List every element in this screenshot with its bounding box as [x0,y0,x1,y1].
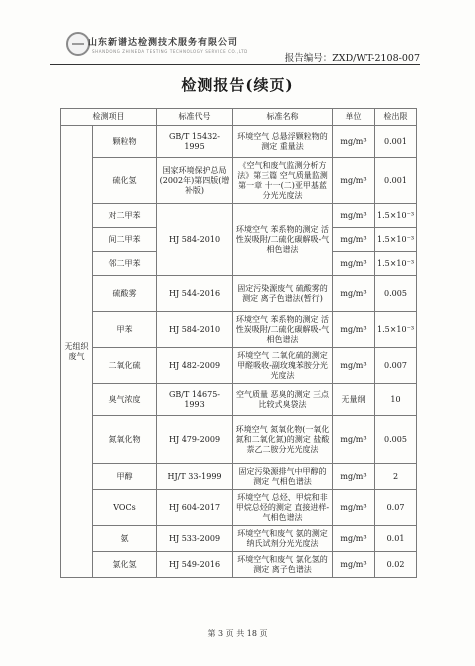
unit-cell: mg/m³ [333,276,375,312]
table-row [61,464,417,490]
table-row [61,384,417,416]
limit-cell: 2 [375,464,417,490]
limit-cell: 0.07 [375,490,417,526]
item-cell: 臭气浓度 [93,384,157,416]
unit-cell: mg/m³ [333,526,375,552]
code-cell: GB/T 15432-1995 [157,126,233,158]
name-cell: 环境空气和废气 氯化氢的测定 离子色谱法 [233,552,333,578]
code-cell: HJ/T 33-1999 [157,464,233,490]
table-row [61,552,417,578]
unit-cell: mg/m³ [333,228,375,252]
code-cell: HJ 584-2010 [157,204,233,276]
limit-cell: 1.5×10⁻³ [375,252,417,276]
code-cell: HJ 544-2016 [157,276,233,312]
name-cell: 环境空气 总悬浮颗粒物的测定 重量法 [233,126,333,158]
item-cell: 氯化氢 [93,552,157,578]
limit-cell: 0.001 [375,126,417,158]
item-cell: 硫酸雾 [93,276,157,312]
page-title: 检测报告(续页) [181,76,294,94]
unit-cell: mg/m³ [333,158,375,204]
code-cell: GB/T 14675-1993 [157,384,233,416]
detection-table [60,108,417,578]
limit-cell: 1.5×10⁻³ [375,228,417,252]
unit-cell: mg/m³ [333,252,375,276]
item-cell: 间二甲苯 [93,228,157,252]
name-cell: 环境空气 总烃、甲烷和非甲烷总烃的测定 直接进样-气相色谱法 [233,490,333,526]
report-number: 报告编号：ZXD/WT-2108-007 [284,53,420,64]
table-row [61,204,417,228]
code-cell: HJ 479-2009 [157,416,233,464]
limit-cell: 1.5×10⁻³ [375,204,417,228]
category-cell: 无组织废气 [61,126,93,578]
unit-cell: mg/m³ [333,348,375,384]
table-row [61,126,417,158]
item-cell: 硫化氢 [93,158,157,204]
limit-cell: 0.02 [375,552,417,578]
table-row [61,158,417,204]
page-number: 第 3 页 共 18 页 [207,629,268,638]
code-cell: 国家环境保护总局(2002年)第四版(增补版) [157,158,233,204]
name-cell: 环境空气 苯系物的测定 活性炭吸附/二硫化碳解吸-气相色谱法 [233,312,333,348]
table-header-row [61,109,417,126]
unit-cell: mg/m³ [333,126,375,158]
limit-cell: 0.007 [375,348,417,384]
limit-cell: 0.005 [375,416,417,464]
column-header: 标准代号 [157,109,233,126]
code-cell: HJ 533-2009 [157,526,233,552]
unit-cell: mg/m³ [333,312,375,348]
table-row [61,490,417,526]
unit-cell: mg/m³ [333,416,375,464]
header-divider [50,64,420,65]
name-cell: 环境空气和废气 氨的测定 纳氏试剂分光光度法 [233,526,333,552]
item-cell: 二氧化硫 [93,348,157,384]
unit-cell: mg/m³ [333,464,375,490]
name-cell: 环境空气 氮氧化物(一氧化氮和二氧化氮)的测定 盐酸萘乙二胺分光光度法 [233,416,333,464]
company-logo-icon [66,32,90,56]
code-cell: HJ 584-2010 [157,312,233,348]
table-row [61,276,417,312]
code-cell: HJ 482-2009 [157,348,233,384]
limit-cell: 1.5×10⁻³ [375,312,417,348]
item-cell: 甲醇 [93,464,157,490]
limit-cell: 0.01 [375,526,417,552]
limit-cell: 10 [375,384,417,416]
item-cell: 氮氧化物 [93,416,157,464]
name-cell: 环境空气 二氧化硫的测定 甲醛吸收-副玫瑰苯胺分光光度法 [233,348,333,384]
table-row [61,526,417,552]
name-cell: 固定污染源废气 硫酸雾的测定 离子色谱法(暂行) [233,276,333,312]
item-cell: 氨 [93,526,157,552]
code-cell: HJ 604-2017 [157,490,233,526]
item-cell: 甲苯 [93,312,157,348]
name-cell: 空气质量 恶臭的测定 三点比较式臭袋法 [233,384,333,416]
table-row [61,416,417,464]
table-row [61,348,417,384]
item-cell: 邻二甲苯 [93,252,157,276]
unit-cell: mg/m³ [333,490,375,526]
column-header: 检测项目 [61,109,157,126]
page-header [50,30,420,64]
table-row [61,312,417,348]
item-cell: 对二甲苯 [93,204,157,228]
unit-cell: mg/m³ [333,552,375,578]
limit-cell: 0.005 [375,276,417,312]
name-cell: 《空气和废气监测分析方法》第三篇 空气质量监测 第一章 十一(二)亚甲基蓝分光光度法 [233,158,333,204]
name-cell: 固定污染源排气中甲醇的测定 气相色谱法 [233,464,333,490]
column-header: 检出限 [375,109,417,126]
name-cell: 环境空气 苯系物的测定 活性炭吸附/二硫化碳解吸-气相色谱法 [233,204,333,276]
item-cell: 颗粒物 [93,126,157,158]
company-name-en: SHANDONG ZHINEDA TESTING TECHNOLOGY SERVICE CO.,LTD [92,49,248,54]
column-header: 标准名称 [233,109,333,126]
unit-cell: 无量纲 [333,384,375,416]
item-cell: VOCs [93,490,157,526]
company-name: 山东新谱达检测技术服务有限公司 [88,38,239,48]
code-cell: HJ 549-2016 [157,552,233,578]
limit-cell: 0.001 [375,158,417,204]
column-header: 单位 [333,109,375,126]
unit-cell: mg/m³ [333,204,375,228]
